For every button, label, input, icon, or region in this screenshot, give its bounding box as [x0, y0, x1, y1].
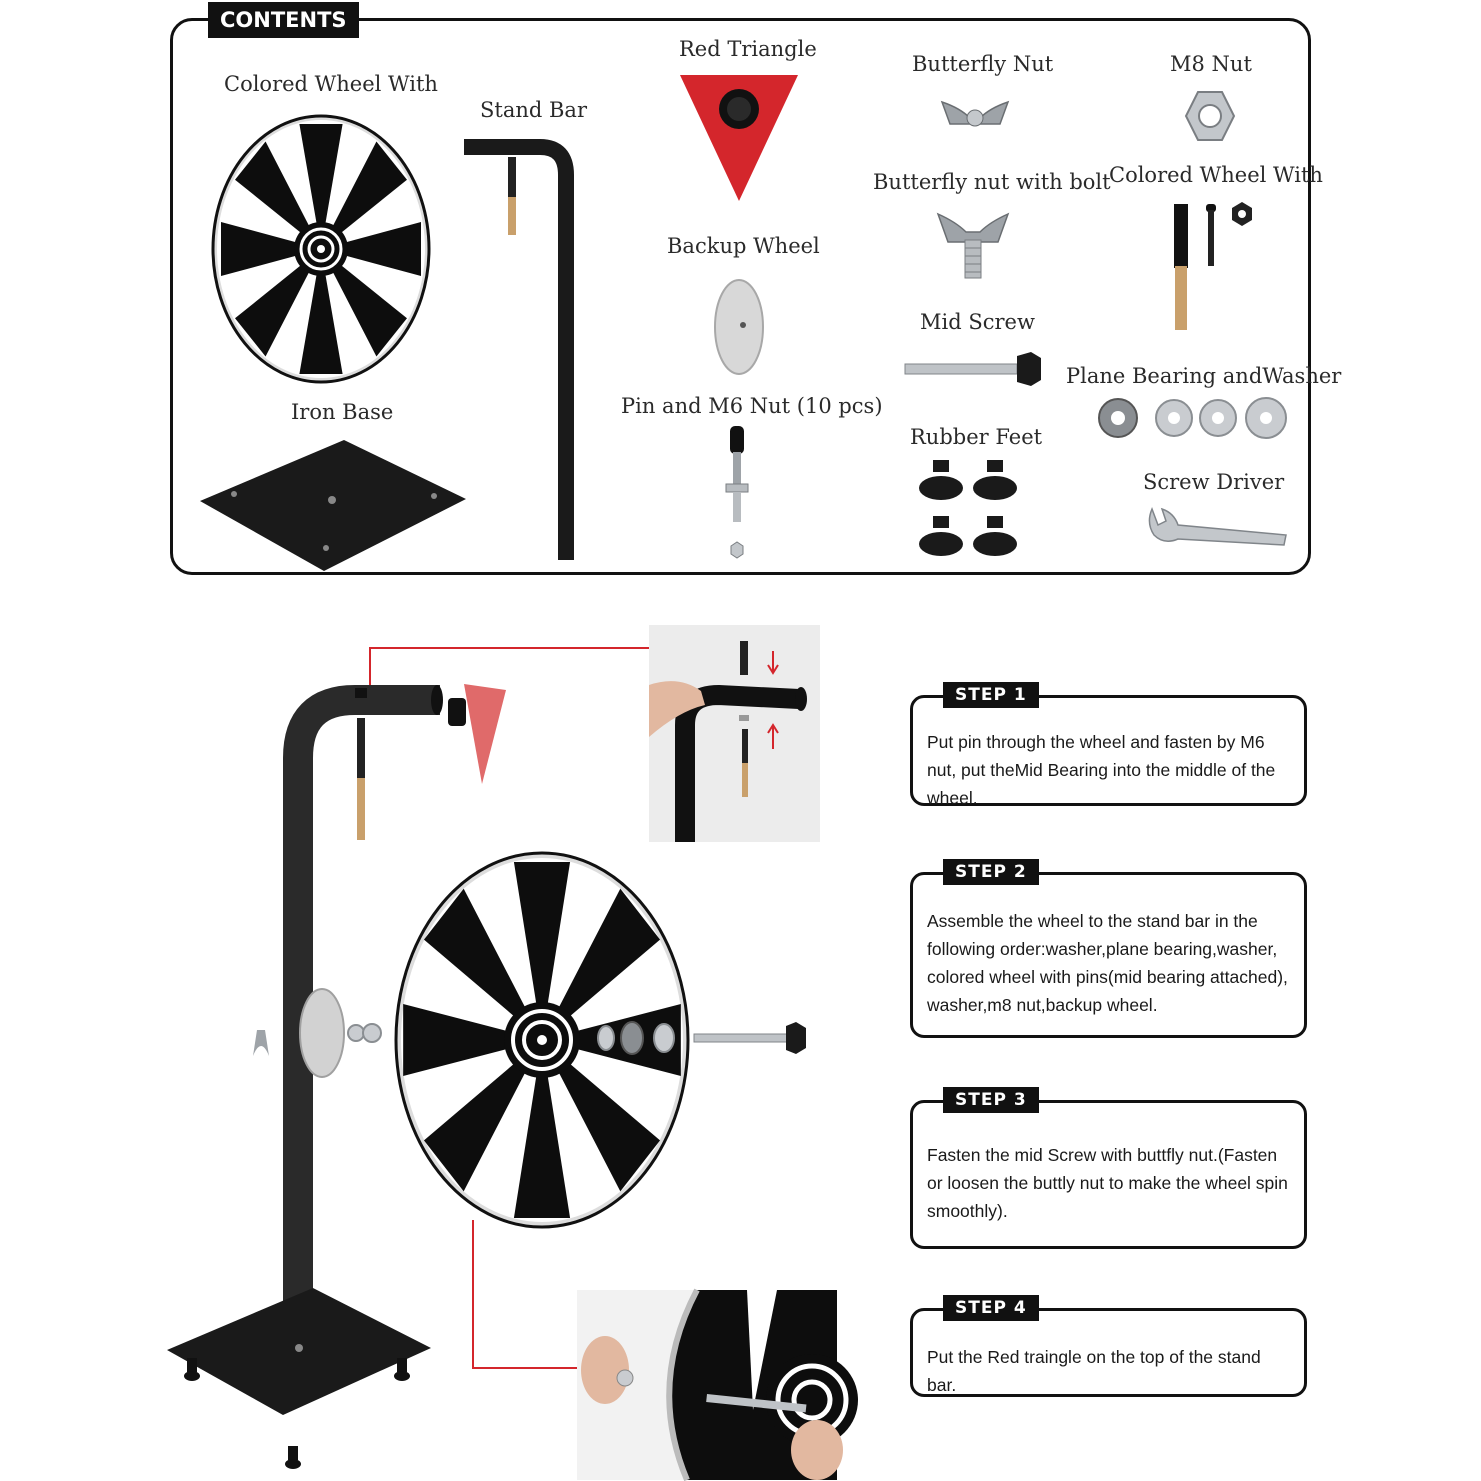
label-red-triangle: Red Triangle	[679, 37, 817, 61]
inset-photo-screw	[577, 1290, 837, 1480]
label-backup-wheel: Backup Wheel	[667, 234, 820, 258]
step-3-label: STEP 3	[943, 1087, 1039, 1113]
step-2-text: Assemble the wheel to the stand bar in the following order:washer,plane bearing,washer, colored wheel with pins(mid bearing attached), washer,m8 nut,backup wheel.	[927, 911, 1288, 1015]
label-rubber-feet: Rubber Feet	[910, 425, 1043, 449]
step-1-label: STEP 1	[943, 682, 1039, 708]
assembly-red-triangle	[446, 680, 510, 786]
label-screw-driver: Screw Driver	[1143, 470, 1285, 494]
step-2-box	[910, 872, 1307, 1038]
label-colored-wheel-pins: Colored Wheel With	[1109, 163, 1323, 187]
label-butterfly-nut: Butterfly Nut	[912, 52, 1054, 76]
step-4-label: STEP 4	[943, 1295, 1039, 1321]
step-4-box	[910, 1308, 1307, 1397]
step-3-text: Fasten the mid Screw with buttfly nut.(Fasten or loosen the buttly nut to make the wheel spin smoothly).	[927, 1145, 1288, 1221]
inset-photo-pin	[649, 625, 820, 842]
label-colored-wheel: Colored Wheel With	[224, 72, 438, 96]
step-4-text: Put the Red traingle on the top of the stand bar.	[927, 1347, 1261, 1395]
assembly-bearing-screw	[596, 1014, 808, 1064]
label-stand-bar: Stand Bar	[480, 98, 587, 122]
step-2-label: STEP 2	[943, 859, 1039, 885]
step-1-box	[910, 695, 1307, 806]
inset-photo-screw-drawing	[577, 1290, 837, 1480]
label-pin-m6-nut: Pin and M6 Nut (10 pcs)	[621, 394, 883, 418]
step-1-text: Put pin through the wheel and fasten by M6 nut, put theMid Bearing into the middle of the wheel.	[927, 732, 1276, 808]
label-iron-base: Iron Base	[291, 400, 394, 424]
label-mid-screw: Mid Screw	[920, 310, 1035, 334]
step-3-box	[910, 1100, 1307, 1249]
contents-title: CONTENTS	[208, 2, 359, 38]
label-butterfly-nut-bolt: Butterfly nut with bolt	[873, 170, 1111, 194]
assembly-backup-wheel	[298, 985, 384, 1081]
label-plane-bearing: Plane Bearing andWasher	[1066, 364, 1342, 388]
label-m8-nut: M8 Nut	[1170, 52, 1252, 76]
inset-photo-pin-drawing	[649, 625, 820, 842]
